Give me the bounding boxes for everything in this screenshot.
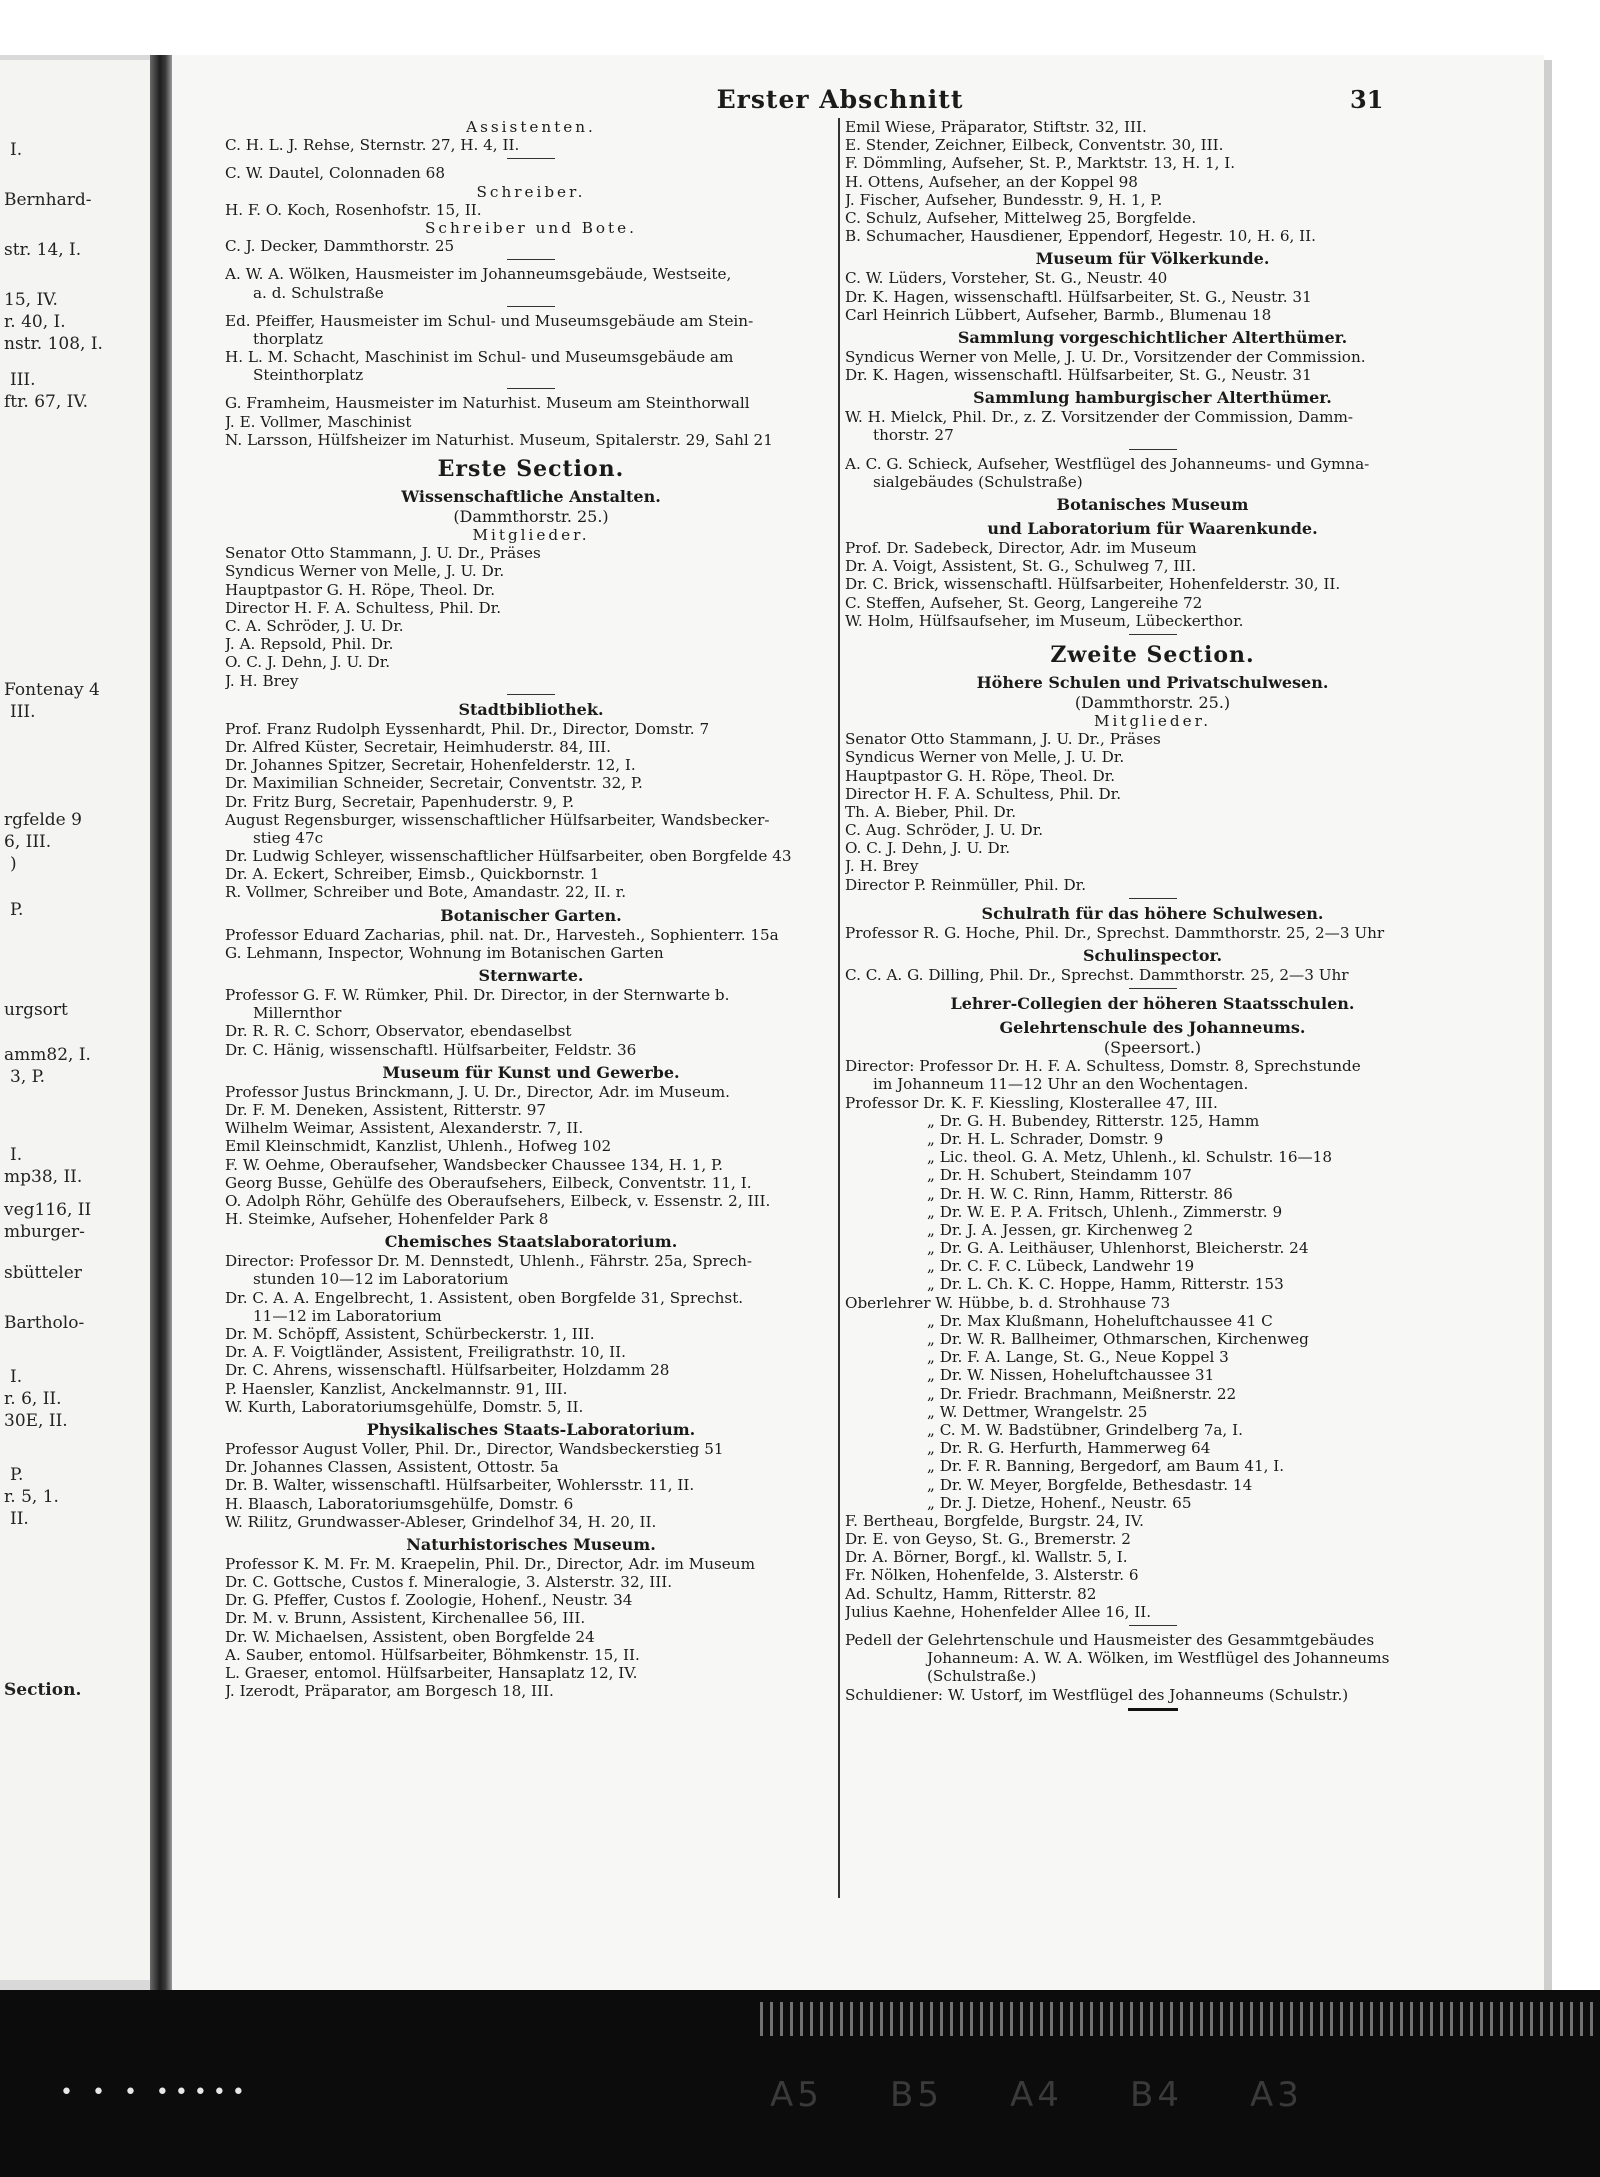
entry-line: Dr. Alfred Küster, Secretair, Heimhuderstr. 84, III. xyxy=(225,737,611,756)
entry-line: C. Schulz, Aufseher, Mittelweg 25, Borgfelde. xyxy=(845,208,1197,227)
section-heading: Sammlung vorgeschichtlicher Alterthümer. xyxy=(957,327,1348,347)
entry-line: R. Vollmer, Schreiber und Bote, Amandastr. 22, II. r. xyxy=(225,883,627,902)
entry-line: Syndicus Werner von Melle, J. U. Dr., Vorsitzender der Commission. xyxy=(845,347,1366,366)
entry-line: Emil Kleinschmidt, Kanzlist, Uhlenh., Hofweg 102 xyxy=(225,1137,612,1156)
section-heading: Sammlung hamburgischer Alterthümer. xyxy=(973,388,1332,408)
page-title: Erster Abschnitt xyxy=(716,85,964,114)
left-page-text: rgfelde 9 xyxy=(4,810,82,830)
entry-line: C. Aug. Schröder, J. U. Dr. xyxy=(845,821,1044,840)
entry-line: „ Dr. F. R. Banning, Bergedorf, am Baum 41, I. xyxy=(927,1457,1285,1476)
page-number: 31 xyxy=(1350,85,1384,114)
paper-size-label: A3 xyxy=(1250,2075,1303,2115)
paper-size-label: B4 xyxy=(1130,2075,1183,2115)
entry-line: H. F. O. Koch, Rosenhofstr. 15, II. xyxy=(225,200,482,219)
entry-line: Director: Professor Dr. M. Dennstedt, Uhlenh., Fährstr. 25a, Sprech- xyxy=(225,1252,753,1271)
entry-line: Syndicus Werner von Melle, J. U. Dr. xyxy=(845,748,1125,767)
entry-line: C. W. Lüders, Vorsteher, St. G., Neustr. 40 xyxy=(845,269,1168,288)
entry-line: F. Bertheau, Borgfelde, Burgstr. 24, IV. xyxy=(845,1511,1144,1530)
entry-line: thorstr. 27 xyxy=(873,426,954,445)
entry-line: J. Fischer, Aufseher, Bundesstr. 9, H. 1, P. xyxy=(845,190,1163,209)
section-rule xyxy=(507,388,555,389)
section-rule xyxy=(1129,634,1177,635)
section-heading: Lehrer-Collegien der höheren Staatsschulen. xyxy=(950,994,1355,1014)
entry-line: Professor G. F. W. Rümker, Phil. Dr. Director, in der Sternwarte b. xyxy=(225,986,730,1004)
entry-line: „ Dr. J. A. Jessen, gr. Kirchenweg 2 xyxy=(927,1220,1194,1239)
entry-line: Pedell der Gelehrtenschule und Hausmeister des Gesammtgebäudes xyxy=(845,1631,1375,1650)
entry-line: B. Schumacher, Hausdiener, Eppendorf, Hegestr. 10, H. 6, II. xyxy=(845,227,1316,246)
entry-line: W. Kurth, Laboratoriumsgehülfe, Domstr. 5, II. xyxy=(225,1397,584,1416)
entry-line: Ed. Pfeiffer, Hausmeister im Schul- und Museumsgebäude am Stein- xyxy=(225,311,754,330)
entry-line: Johanneum: A. W. A. Wölken, im Westflügel des Johanneums xyxy=(927,1649,1390,1668)
entry-line: Hauptpastor G. H. Röpe, Theol. Dr. xyxy=(845,766,1116,785)
section-rule xyxy=(1128,1708,1178,1711)
section-heading: Schulrath für das höhere Schulwesen. xyxy=(981,903,1324,923)
entry-line: „ Dr. W. E. P. A. Fritsch, Uhlenh., Zimmerstr. 9 xyxy=(927,1202,1283,1221)
entry-line: „ Dr. H. Schubert, Steindamm 107 xyxy=(927,1166,1192,1185)
section-rule xyxy=(1129,898,1177,899)
entry-line: O. Adolph Röhr, Gehülfe des Oberaufsehers, Eilbeck, v. Essenstr. 2, III. xyxy=(225,1191,771,1210)
section-heading: Schreiber. xyxy=(476,182,586,201)
entry-line: „ Dr. W. Meyer, Borgfelde, Bethesdastr. 14 xyxy=(927,1475,1253,1494)
section-heading: Mitglieder. xyxy=(1093,711,1212,730)
section-heading: Schreiber und Bote. xyxy=(425,218,637,237)
entry-line: C. C. A. G. Dilling, Phil. Dr., Sprechst. Dammthorstr. 25, 2—3 Uhr xyxy=(845,966,1349,985)
entry-line: „ Dr. Max Klußmann, Hoheluftchaussee 41 C xyxy=(927,1311,1273,1330)
section-heading: Naturhistorisches Museum. xyxy=(406,1534,656,1554)
entry-line: C. H. L. J. Rehse, Sternstr. 27, H. 4, II. xyxy=(225,136,520,155)
entry-line: stieg 47c xyxy=(253,828,324,847)
entry-line: C. W. Dautel, Colonnaden 68 xyxy=(225,164,445,183)
entry-line: L. Graeser, entomol. Hülfsarbeiter, Hansaplatz 12, IV. xyxy=(225,1664,638,1682)
left-page-text: 30E, II. xyxy=(4,1411,68,1431)
section-heading: Höhere Schulen und Privatschulwesen. xyxy=(976,672,1329,692)
entry-line: Steinthorplatz xyxy=(253,366,364,385)
entry-line: F. W. Oehme, Oberaufseher, Wandsbecker Chaussee 134, H. 1, P. xyxy=(225,1155,723,1174)
section-heading: Chemisches Staatslaboratorium. xyxy=(384,1232,678,1252)
entry-line: H. Steimke, Aufseher, Hohenfelder Park 8 xyxy=(225,1210,549,1229)
entry-line: Dr. C. A. A. Engelbrecht, 1. Assistent, oben Borgfelde 31, Sprechst. xyxy=(225,1288,744,1307)
entry-line: Dr. M. v. Brunn, Assistent, Kirchenallee 56, III. xyxy=(225,1609,586,1628)
left-page-text: II. xyxy=(10,1509,29,1529)
left-page-text: ftr. 67, IV. xyxy=(4,392,89,412)
left-page-text: Bernhard- xyxy=(4,190,92,210)
section-heading: Museum für Kunst und Gewerbe. xyxy=(382,1062,680,1082)
entry-line: „ Dr. H. W. C. Rinn, Hamm, Ritterstr. 86 xyxy=(927,1184,1233,1203)
entry-line: Dr. Johannes Spitzer, Secretair, Hohenfelderstr. 12, I. xyxy=(225,756,636,775)
entry-line: „ Dr. R. G. Herfurth, Hammerweg 64 xyxy=(927,1439,1211,1458)
left-page-text: mburger- xyxy=(4,1222,85,1242)
left-page-text: urgsort xyxy=(4,1000,68,1020)
entry-line: Th. A. Bieber, Phil. Dr. xyxy=(845,802,1017,821)
entry-line: Dr. R. R. C. Schorr, Observator, ebendaselbst xyxy=(225,1022,572,1041)
left-page-text: ) xyxy=(10,854,17,874)
film-strip-ticks xyxy=(760,2002,1600,2036)
section-heading: Zweite Section. xyxy=(1050,641,1255,668)
entry-line: Syndicus Werner von Melle, J. U. Dr. xyxy=(225,562,505,581)
entry-line: O. C. J. Dehn, J. U. Dr. xyxy=(845,839,1011,858)
entry-line: J. A. Repsold, Phil. Dr. xyxy=(225,635,394,654)
entry-line: Dr. M. Schöpff, Assistent, Schürbeckerstr. 1, III. xyxy=(225,1325,595,1343)
section-heading: Wissenschaftliche Anstalten. xyxy=(401,487,661,507)
paper-size-label: B5 xyxy=(890,2075,943,2115)
entry-line: Dr. Fritz Burg, Secretair, Papenhuderstr. 9, P. xyxy=(225,792,575,811)
left-page-text: r. 6, II. xyxy=(4,1389,62,1409)
entry-line: Hauptpastor G. H. Röpe, Theol. Dr. xyxy=(225,580,496,599)
entry-line: Dr. A. Voigt, Assistent, St. G., Schulweg 7, III. xyxy=(845,557,1197,576)
entry-line: W. Rilitz, Grundwasser-Ableser, Grindelhof 34, H. 20, II. xyxy=(225,1512,657,1531)
left-page-text: Bartholo- xyxy=(4,1313,85,1333)
left-page-text: P. xyxy=(10,1465,24,1485)
left-page-text: Section. xyxy=(4,1680,82,1700)
left-page-text: 15, IV. xyxy=(4,290,58,310)
entry-line: Oberlehrer W. Hübbe, b. d. Strohhause 73 xyxy=(845,1293,1171,1312)
entry-line: Professor Dr. K. F. Kiessling, Klosterallee 47, III. xyxy=(845,1093,1218,1112)
entry-line: Dr. Ludwig Schleyer, wissenschaftlicher Hülfsarbeiter, oben Borgfelde 43 xyxy=(225,847,792,866)
entry-line: 11—12 im Laboratorium xyxy=(253,1306,442,1325)
left-page-text: I. xyxy=(10,140,23,160)
book-binding xyxy=(150,55,172,1990)
entry-line: „ Dr. W. Nissen, Hoheluftchaussee 31 xyxy=(927,1366,1215,1385)
left-page-text: I. xyxy=(10,1145,23,1165)
section-address: (Dammthorstr. 25.) xyxy=(1074,692,1231,712)
section-heading: Stadtbibliothek. xyxy=(458,699,604,719)
section-rule xyxy=(507,694,555,695)
entry-line: Dr. B. Walter, wissenschaftl. Hülfsarbeiter, Wohlersstr. 11, II. xyxy=(225,1476,695,1495)
section-heading: Assistenten. xyxy=(466,118,596,136)
section-address: (Dammthorstr. 25.) xyxy=(453,507,609,527)
entry-line: Schuldiener: W. Ustorf, im Westflügel des Johanneums (Schulstr.) xyxy=(845,1685,1349,1704)
section-heading: Sternwarte. xyxy=(478,966,584,985)
entry-line: W. Holm, Hülfsaufseher, im Museum, Lübeckerthor. xyxy=(845,611,1244,630)
entry-line: Prof. Dr. Sadebeck, Director, Adr. im Museum xyxy=(845,539,1197,557)
entry-line: Georg Busse, Gehülfe des Oberaufsehers, Eilbeck, Conventstr. 11, I. xyxy=(225,1173,752,1192)
page-edge xyxy=(1544,60,1552,1990)
entry-line: „ C. M. W. Badstübner, Grindelberg 7a, I. xyxy=(927,1420,1243,1439)
entry-line: J. E. Vollmer, Maschinist xyxy=(225,412,412,431)
left-page-text: mp38, II. xyxy=(4,1167,83,1187)
entry-line: Dr. K. Hagen, wissenschaftl. Hülfsarbeiter, St. G., Neustr. 31 xyxy=(845,366,1312,385)
section-rule xyxy=(507,259,555,260)
entry-line: „ Dr. H. L. Schrader, Domstr. 9 xyxy=(927,1129,1164,1148)
entry-line: Dr. A. Börner, Borgf., kl. Wallstr. 5, I. xyxy=(845,1548,1128,1567)
entry-line: A. Sauber, entomol. Hülfsarbeiter, Böhmkenstr. 15, II. xyxy=(225,1645,640,1664)
entry-line: im Johanneum 11—12 Uhr an den Wochentagen. xyxy=(873,1075,1249,1094)
paper-size-label: A5 xyxy=(770,2075,823,2115)
entry-line: F. Dömmling, Aufseher, St. P., Marktstr. 13, H. 1, I. xyxy=(845,154,1236,173)
section-heading: Erste Section. xyxy=(437,456,625,483)
entry-line: Professor Eduard Zacharias, phil. nat. Dr., Harvesteh., Sophienterr. 15a xyxy=(225,925,779,944)
entry-line: O. C. J. Dehn, J. U. Dr. xyxy=(225,653,391,672)
section-heading: Physikalisches Staats-Laboratorium. xyxy=(366,1419,696,1439)
entry-line: J. H. Brey xyxy=(845,857,919,876)
entry-line: Senator Otto Stammann, J. U. Dr., Präses xyxy=(225,544,541,563)
entry-line: „ Dr. F. A. Lange, St. G., Neue Koppel 3 xyxy=(927,1348,1229,1367)
section-rule xyxy=(1129,988,1177,989)
entry-line: Director: Professor Dr. H. F. A. Schultess, Domstr. 8, Sprechstunde xyxy=(845,1057,1361,1076)
entry-line: J. H. Brey xyxy=(225,671,299,690)
entry-line: Dr. C. Hänig, wissenschaftl. Hülfsarbeiter, Feldstr. 36 xyxy=(225,1040,637,1059)
entry-line: Emil Wiese, Präparator, Stiftstr. 32, III. xyxy=(845,118,1147,136)
entry-line: stunden 10—12 im Laboratorium xyxy=(253,1270,509,1289)
section-heading: Schulinspector. xyxy=(1082,946,1223,966)
entry-line: Dr. C. Gottsche, Custos f. Mineralogie, 3. Alsterstr. 32, III. xyxy=(225,1573,673,1592)
film-strip-lights: • • • ••••• xyxy=(60,2080,251,2105)
section-heading: Botanisches Museum xyxy=(1056,495,1249,514)
entry-line: Dr. C. Ahrens, wissenschaftl. Hülfsarbeiter, Holzdamm 28 xyxy=(225,1361,670,1380)
right-column xyxy=(845,118,1460,1715)
entry-line: Fr. Nölken, Hohenfelde, 3. Alsterstr. 6 xyxy=(845,1566,1139,1585)
entry-line: G. Lehmann, Inspector, Wohnung im Botanischen Garten xyxy=(225,943,664,962)
entry-line: Wilhelm Weimar, Assistent, Alexanderstr. 7, II. xyxy=(225,1119,584,1138)
left-page-text: amm82, I. xyxy=(4,1045,91,1065)
entry-line: Dr. A. F. Voigtländer, Assistent, Freiligrathstr. 10, II. xyxy=(225,1343,626,1362)
entry-line: C. A. Schröder, J. U. Dr. xyxy=(225,617,404,635)
entry-line: N. Larsson, Hülfsheizer im Naturhist. Museum, Spitalerstr. 29, Sahl 21 xyxy=(225,430,773,449)
left-page-text: III. xyxy=(10,702,36,722)
left-page-text: I. xyxy=(10,1367,23,1387)
entry-line: A. C. G. Schieck, Aufseher, Westflügel des Johanneums- und Gymna- xyxy=(845,454,1370,473)
left-page-text: str. 14, I. xyxy=(4,240,82,260)
entry-line: E. Stender, Zeichner, Eilbeck, Conventstr. 30, III. xyxy=(845,136,1224,155)
entry-line: „ Dr. L. Ch. K. C. Hoppe, Hamm, Ritterstr. 153 xyxy=(927,1275,1284,1294)
entry-line: Dr. A. Eckert, Schreiber, Eimsb., Quickbornstr. 1 xyxy=(225,865,600,884)
left-page-text: nstr. 108, I. xyxy=(4,334,103,354)
entry-line: Dr. Maximilian Schneider, Secretair, Conventstr. 32, P. xyxy=(225,774,643,793)
entry-line: Dr. F. M. Deneken, Assistent, Ritterstr. 97 xyxy=(225,1100,547,1119)
entry-line: Millernthor xyxy=(253,1004,342,1023)
entry-line: J. Izerodt, Präparator, am Borgesch 18, III. xyxy=(225,1682,554,1701)
entry-line: Dr. E. von Geyso, St. G., Bremerstr. 2 xyxy=(845,1530,1131,1549)
film-strip xyxy=(0,1990,1600,2177)
section-rule xyxy=(1129,449,1177,450)
entry-line: „ Dr. G. A. Leithäuser, Uhlenhorst, Bleicherstr. 24 xyxy=(927,1239,1309,1258)
entry-line: Professor R. G. Hoche, Phil. Dr., Sprechst. Dammthorstr. 25, 2—3 Uhr xyxy=(845,923,1385,942)
entry-line: C. Steffen, Aufseher, St. Georg, Langereihe 72 xyxy=(845,593,1203,612)
entry-line: Dr. G. Pfeffer, Custos f. Zoologie, Hohenf., Neustr. 34 xyxy=(225,1591,633,1610)
entry-line: (Schulstraße.) xyxy=(927,1667,1037,1686)
entry-line: Director P. Reinmüller, Phil. Dr. xyxy=(845,875,1087,894)
section-rule xyxy=(1129,1625,1177,1626)
section-address: (Speersort.) xyxy=(1103,1038,1202,1058)
entry-line: Dr. W. Michaelsen, Assistent, oben Borgfelde 24 xyxy=(225,1627,595,1646)
entry-line: Dr. K. Hagen, wissenschaftl. Hülfsarbeiter, St. G., Neustr. 31 xyxy=(845,287,1312,306)
left-page-text: 6, III. xyxy=(4,832,52,852)
section-heading: Museum für Völkerkunde. xyxy=(1035,249,1270,269)
section-rule xyxy=(507,306,555,307)
entry-line: Dr. C. Brick, wissenschaftl. Hülfsarbeiter, Hohenfelderstr. 30, II. xyxy=(845,575,1341,594)
entry-line: W. H. Mielck, Phil. Dr., z. Z. Vorsitzender der Commission, Damm- xyxy=(845,408,1354,427)
left-page-text: P. xyxy=(10,900,24,920)
left-page-text: III. xyxy=(10,370,36,390)
paper-size-label: A4 xyxy=(1010,2075,1063,2115)
section-heading: und Laboratorium für Waarenkunde. xyxy=(987,519,1318,538)
entry-line: H. Ottens, Aufseher, an der Koppel 98 xyxy=(845,172,1138,191)
entry-line: Carl Heinrich Lübbert, Aufseher, Barmb., Blumenau 18 xyxy=(845,305,1272,324)
entry-line: C. J. Decker, Dammthorstr. 25 xyxy=(225,237,455,256)
entry-line: thorplatz xyxy=(253,329,324,348)
left-page-text: 3, P. xyxy=(10,1067,46,1087)
entry-line: „ W. Dettmer, Wrangelstr. 25 xyxy=(927,1402,1148,1421)
entry-line: Director H. F. A. Schultess, Phil. Dr. xyxy=(845,784,1122,803)
entry-line: „ Dr. J. Dietze, Hohenf., Neustr. 65 xyxy=(927,1493,1192,1512)
entry-line: P. Haensler, Kanzlist, Anckelmannstr. 91, III. xyxy=(225,1379,568,1398)
entry-line: Prof. Franz Rudolph Eyssenhardt, Phil. Dr., Director, Domstr. 7 xyxy=(225,719,710,738)
section-heading: Gelehrtenschule des Johanneums. xyxy=(999,1018,1306,1038)
entry-line: H. L. M. Schacht, Maschinist im Schul- und Museumsgebäude am xyxy=(225,348,734,367)
section-rule xyxy=(507,158,555,159)
left-page-text: Fontenay 4 xyxy=(4,680,100,700)
left-page-text: r. 40, I. xyxy=(4,312,66,332)
left-page-text: r. 5, 1. xyxy=(4,1487,59,1507)
entry-line: sialgebäudes (Schulstraße) xyxy=(873,472,1083,491)
entry-line: a. d. Schulstraße xyxy=(253,283,384,302)
entry-line: Professor Justus Brinckmann, J. U. Dr., Director, Adr. im Museum. xyxy=(225,1082,730,1101)
entry-line: „ Dr. W. R. Ballheimer, Othmarschen, Kirchenweg xyxy=(927,1330,1309,1349)
entry-line: „ Lic. theol. G. A. Metz, Uhlenh., kl. Schulstr. 16—18 xyxy=(927,1148,1332,1167)
entry-line: Professor K. M. Fr. M. Kraepelin, Phil. Dr., Director, Adr. im Museum xyxy=(225,1554,755,1573)
entry-line: „ Dr. G. H. Bubendey, Ritterstr. 125, Hamm xyxy=(927,1111,1260,1130)
entry-line: H. Blaasch, Laboratoriumsgehülfe, Domstr. 6 xyxy=(225,1494,574,1513)
section-heading: Botanischer Garten. xyxy=(440,905,622,925)
film-strip-labels xyxy=(770,2075,1370,2115)
left-page-text: sbütteler xyxy=(4,1263,82,1283)
entry-line: August Regensburger, wissenschaftlicher Hülfsarbeiter, Wandsbecker- xyxy=(225,810,770,829)
entry-line: A. W. A. Wölken, Hausmeister im Johanneumsgebäude, Westseite, xyxy=(225,265,732,284)
entry-line: Julius Kaehne, Hohenfelder Allee 16, II. xyxy=(845,1602,1152,1621)
entry-line: G. Framheim, Hausmeister im Naturhist. Museum am Steinthorwall xyxy=(225,394,750,413)
entry-line: Director H. F. A. Schultess, Phil. Dr. xyxy=(225,598,502,617)
entry-line: „ Dr. Friedr. Brachmann, Meißnerstr. 22 xyxy=(927,1384,1237,1403)
left-page-text: veg116, II xyxy=(4,1200,92,1220)
section-heading: Mitglieder. xyxy=(472,526,590,545)
left-page-fragment xyxy=(0,60,150,1980)
column-divider xyxy=(838,118,840,1898)
left-column xyxy=(225,118,837,1700)
entry-line: Ad. Schultz, Hamm, Ritterstr. 82 xyxy=(845,1584,1097,1603)
entry-line: Dr. Johannes Classen, Assistent, Ottostr. 5a xyxy=(225,1458,559,1477)
entry-line: Senator Otto Stammann, J. U. Dr., Präses xyxy=(845,730,1161,749)
entry-line: „ Dr. C. F. C. Lübeck, Landwehr 19 xyxy=(927,1257,1195,1276)
entry-line: Professor August Voller, Phil. Dr., Director, Wandsbeckerstieg 51 xyxy=(225,1439,724,1458)
